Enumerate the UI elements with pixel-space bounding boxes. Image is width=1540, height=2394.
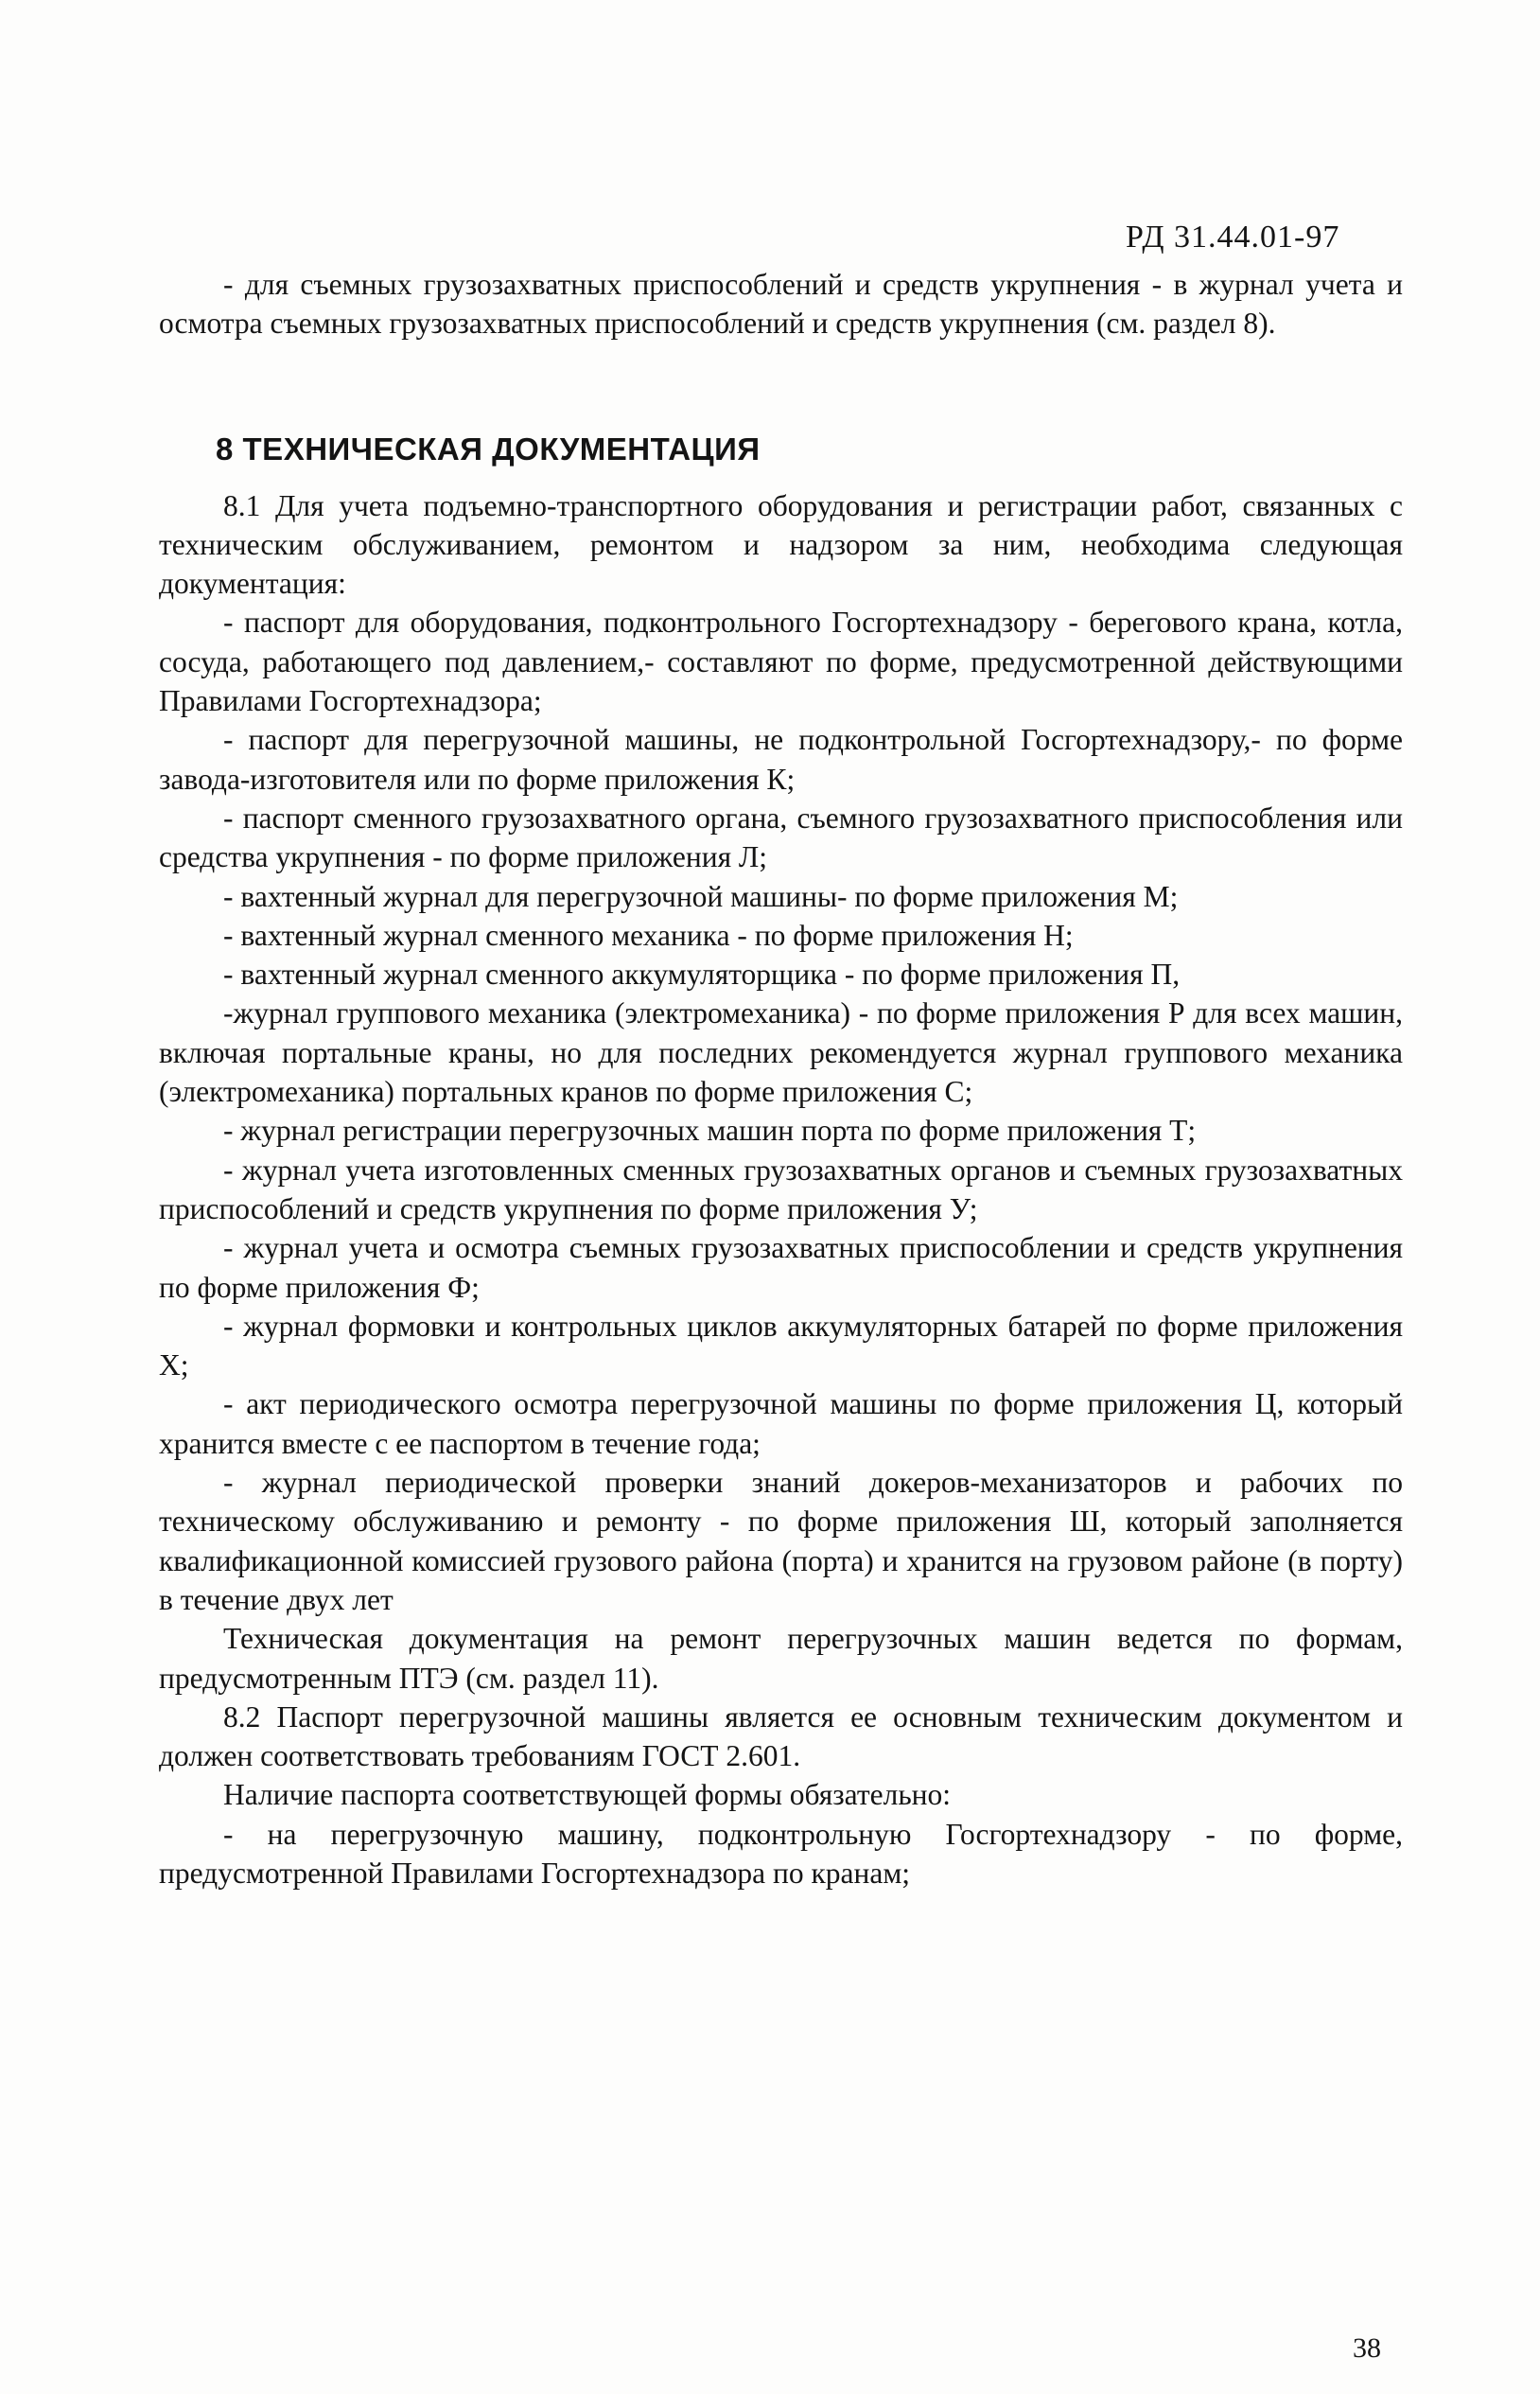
list-item-manufacturing-log: - журнал учета изготовленных сменных грузозахватных органов и съемных грузозахватных приспособлений и средств укрупнения по форме приложения У; — [159, 1153, 1403, 1225]
section-heading: 8 ТЕХНИЧЕСКАЯ ДОКУМЕНТАЦИЯ — [216, 431, 761, 466]
list-item-shift-log-mechanic: - вахтенный журнал сменного механика - по форме приложения Н; — [223, 918, 1074, 952]
list-item-registration-log: - журнал регистрации перегрузочных машин порта по форме приложения Т; — [223, 1114, 1197, 1148]
document-code: РД 31.44.01-97 — [1126, 220, 1340, 255]
list-item-group-mechanic-log: -журнал группового механика (электромеханика) - по форме приложения Р для всех машин, включая портальные краны, но для последних рекомендуется журнал группового механика (электромеханика) портальных кранов по форме приложения С; — [159, 996, 1403, 1109]
page-number: 38 — [1353, 2332, 1381, 2364]
list-item-passport-gosgortekhnadzor-cranes: - на перегрузочную машину, подконтрольную Госгортехнадзору - по форме, предусмотренной Правилами Госгортехнадзора по кранам; — [159, 1817, 1403, 1890]
paragraph-8-1: 8.1 Для учета подъемно-транспортного оборудования и регистрации работ, связанных с техническим обслуживанием, ремонтом и надзором за ним, необходима следующая документация: — [159, 488, 1403, 601]
paragraph-passport-required: Наличие паспорта соответствующей формы обязательно: — [223, 1778, 952, 1812]
list-item-inspection-log: - журнал учета и осмотра съемных грузозахватных приспособлении и средств укрупнения по форме приложения Ф; — [159, 1231, 1403, 1304]
list-item-shift-log-machine: - вахтенный журнал для перегрузочной машины- по форме приложения М; — [223, 879, 1179, 913]
list-item-passport-gripping-device: - паспорт сменного грузозахватного органа, съемного грузозахватного приспособления или средства укрупнения - по форме приложения Л; — [159, 801, 1403, 874]
list-item-battery-cycle-log: - журнал формовки и контрольных циклов аккумуляторных батарей по форме приложения Х; — [159, 1309, 1403, 1382]
list-item-passport-gosgortekhnadzor: - паспорт для оборудования, подконтрольного Госгортехнадзору - берегового крана, котла, сосуда, работающего под давлением,- составляют по форме, предусмотренной действующими Правилами Госгортехнадзора; — [159, 606, 1403, 718]
paragraph-repair-docs: Техническая документация на ремонт перегрузочных машин ведется по формам, предусмотренным ПТЭ (см. раздел 11). — [159, 1622, 1403, 1695]
list-item-inspection-act: - акт периодического осмотра перегрузочной машины по форме приложения Ц, который хранится вместе с ее паспортом в течение года; — [159, 1387, 1403, 1460]
list-item-passport-machine: - паспорт для перегрузочной машины, не подконтрольной Госгортехнадзору,- по форме завода-изготовителя или по форме приложения К; — [159, 723, 1403, 796]
paragraph-8-2: 8.2 Паспорт перегрузочной машины является ее основным техническим документом и должен соответствовать требованиям ГОСТ 2.601. — [159, 1699, 1403, 1773]
document-body — [159, 265, 1403, 1892]
intro-paragraph: - для съемных грузозахватных приспособлений и средств укрупнения - в журнал учета и осмотра съемных грузозахватных приспособлений и средств укрупнения (см. раздел 8). — [159, 268, 1403, 341]
list-item-shift-log-battery: - вахтенный журнал сменного аккумуляторщика - по форме приложения П, — [223, 958, 1181, 992]
list-item-knowledge-check-log: - журнал периодической проверки знаний докеров-механизаторов и рабочих по техническому обслуживанию и ремонту - по форме приложения Ш, который заполняется квалификационной комиссией грузового района (порта) и хранится на грузовом районе (в порту) в течение двух лет — [159, 1466, 1403, 1616]
